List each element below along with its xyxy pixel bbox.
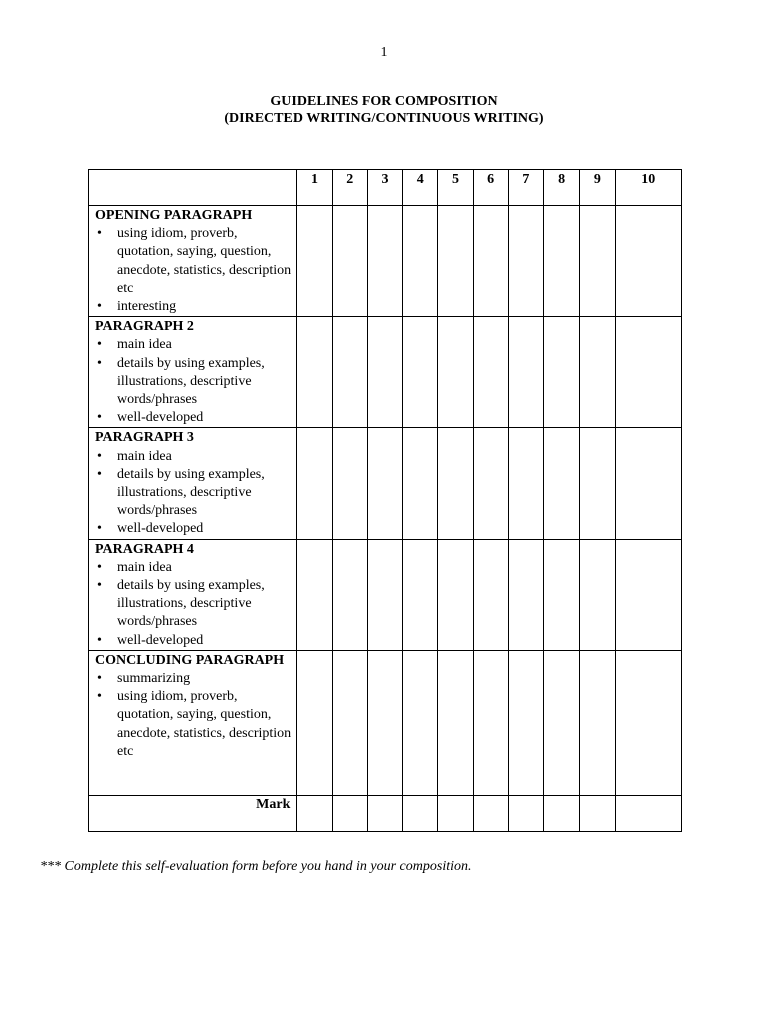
instruction-note: *** Complete this self-evaluation form before you hand in your composition. xyxy=(40,859,472,874)
criteria-row xyxy=(89,206,682,317)
score-cell[interactable] xyxy=(403,650,438,795)
score-cell[interactable] xyxy=(544,539,580,650)
score-cell[interactable] xyxy=(580,428,615,539)
criteria-bullet-list xyxy=(95,225,292,316)
score-cell[interactable] xyxy=(403,206,438,317)
mark-cell[interactable] xyxy=(403,795,438,831)
score-cell[interactable] xyxy=(473,539,508,650)
score-cell[interactable] xyxy=(332,539,367,650)
criteria-heading: PARAGRAPH 4 xyxy=(95,541,194,557)
criteria-bullet: • summarizing xyxy=(95,670,292,688)
criteria-cell xyxy=(89,206,297,317)
score-cell[interactable] xyxy=(332,650,367,795)
criteria-heading: PARAGRAPH 2 xyxy=(95,319,194,335)
score-cell[interactable] xyxy=(615,206,682,317)
criteria-bullet-list xyxy=(95,670,292,761)
score-cell[interactable] xyxy=(297,206,332,317)
score-column-header: 9 xyxy=(580,170,615,206)
mark-cell[interactable] xyxy=(508,795,543,831)
criteria-row xyxy=(89,650,682,795)
score-cell[interactable] xyxy=(332,206,367,317)
mark-cell[interactable] xyxy=(438,795,473,831)
criteria-bullet: • well-developed xyxy=(95,520,292,538)
score-cell[interactable] xyxy=(403,428,438,539)
score-cell[interactable] xyxy=(438,539,473,650)
score-cell[interactable] xyxy=(367,428,402,539)
header-blank-cell xyxy=(89,170,297,206)
criteria-row xyxy=(89,539,682,650)
mark-cell[interactable] xyxy=(580,795,615,831)
document-title: GUIDELINES FOR COMPOSITION xyxy=(270,94,498,109)
score-cell[interactable] xyxy=(367,650,402,795)
mark-cell[interactable] xyxy=(615,795,682,831)
score-cell[interactable] xyxy=(615,539,682,650)
criteria-bullet: • main idea xyxy=(95,336,292,354)
criteria-bullet-list xyxy=(95,336,292,427)
header-row xyxy=(89,170,682,206)
score-column-header: 3 xyxy=(367,170,402,206)
score-cell[interactable] xyxy=(367,539,402,650)
score-cell[interactable] xyxy=(508,650,543,795)
score-cell[interactable] xyxy=(367,206,402,317)
score-cell[interactable] xyxy=(438,206,473,317)
rubric-table xyxy=(88,169,682,832)
score-cell[interactable] xyxy=(332,428,367,539)
criteria-row xyxy=(89,428,682,539)
criteria-bullet: • using idiom, proverb, quotation, saying, question, anecdote, statistics, description etc xyxy=(95,688,292,761)
score-column-header: 6 xyxy=(473,170,508,206)
criteria-bullet: • well-developed xyxy=(95,409,292,427)
document-subtitle: (DIRECTED WRITING/CONTINUOUS WRITING) xyxy=(224,111,544,126)
criteria-cell xyxy=(89,539,297,650)
criteria-row xyxy=(89,317,682,428)
mark-cell[interactable] xyxy=(332,795,367,831)
score-column-header: 8 xyxy=(544,170,580,206)
score-cell[interactable] xyxy=(403,317,438,428)
score-cell[interactable] xyxy=(473,206,508,317)
score-column-header: 4 xyxy=(403,170,438,206)
score-cell[interactable] xyxy=(544,317,580,428)
mark-cell[interactable] xyxy=(544,795,580,831)
score-cell[interactable] xyxy=(580,317,615,428)
mark-row xyxy=(89,795,682,831)
score-cell[interactable] xyxy=(473,650,508,795)
score-cell[interactable] xyxy=(615,650,682,795)
score-cell[interactable] xyxy=(473,428,508,539)
score-cell[interactable] xyxy=(544,206,580,317)
score-column-header: 1 xyxy=(297,170,332,206)
score-cell[interactable] xyxy=(508,428,543,539)
criteria-bullet: • using idiom, proverb, quotation, saying, question, anecdote, statistics, description etc xyxy=(95,225,292,298)
score-cell[interactable] xyxy=(544,650,580,795)
criteria-bullet: • details by using examples, illustrations, descriptive words/phrases xyxy=(95,577,292,632)
criteria-cell xyxy=(89,428,297,539)
mark-cell[interactable] xyxy=(297,795,332,831)
score-cell[interactable] xyxy=(367,317,402,428)
criteria-heading: OPENING PARAGRAPH xyxy=(95,208,253,223)
score-cell[interactable] xyxy=(297,539,332,650)
criteria-cell xyxy=(89,317,297,428)
score-cell[interactable] xyxy=(508,539,543,650)
score-column-header: 10 xyxy=(615,170,682,206)
score-column-header: 2 xyxy=(332,170,367,206)
score-cell[interactable] xyxy=(438,317,473,428)
score-cell[interactable] xyxy=(615,317,682,428)
score-cell[interactable] xyxy=(332,317,367,428)
score-cell[interactable] xyxy=(544,428,580,539)
criteria-bullet: • interesting xyxy=(95,298,292,316)
score-cell[interactable] xyxy=(403,539,438,650)
criteria-bullet-list xyxy=(95,559,292,650)
score-cell[interactable] xyxy=(438,428,473,539)
criteria-heading: PARAGRAPH 3 xyxy=(95,430,194,446)
score-cell[interactable] xyxy=(297,428,332,539)
page-number: 1 xyxy=(380,45,388,60)
score-cell[interactable] xyxy=(580,539,615,650)
criteria-bullet: • details by using examples, illustrations, descriptive words/phrases xyxy=(95,466,292,521)
mark-label: Mark xyxy=(89,795,297,831)
criteria-bullet: • details by using examples, illustrations, descriptive words/phrases xyxy=(95,355,292,410)
score-cell[interactable] xyxy=(438,650,473,795)
score-cell[interactable] xyxy=(297,650,332,795)
score-cell[interactable] xyxy=(580,650,615,795)
score-cell[interactable] xyxy=(580,206,615,317)
criteria-bullet: • well-developed xyxy=(95,632,292,650)
score-cell[interactable] xyxy=(508,317,543,428)
score-cell[interactable] xyxy=(473,317,508,428)
score-cell[interactable] xyxy=(615,428,682,539)
score-column-header: 5 xyxy=(438,170,473,206)
criteria-bullet: • main idea xyxy=(95,559,292,577)
score-column-header: 7 xyxy=(508,170,543,206)
criteria-bullet: • main idea xyxy=(95,448,292,466)
criteria-bullet-list xyxy=(95,448,292,539)
score-cell[interactable] xyxy=(508,206,543,317)
criteria-heading: CONCLUDING PARAGRAPH xyxy=(95,652,285,668)
criteria-cell xyxy=(89,650,297,795)
score-cell[interactable] xyxy=(297,317,332,428)
mark-cell[interactable] xyxy=(473,795,508,831)
mark-cell[interactable] xyxy=(367,795,402,831)
